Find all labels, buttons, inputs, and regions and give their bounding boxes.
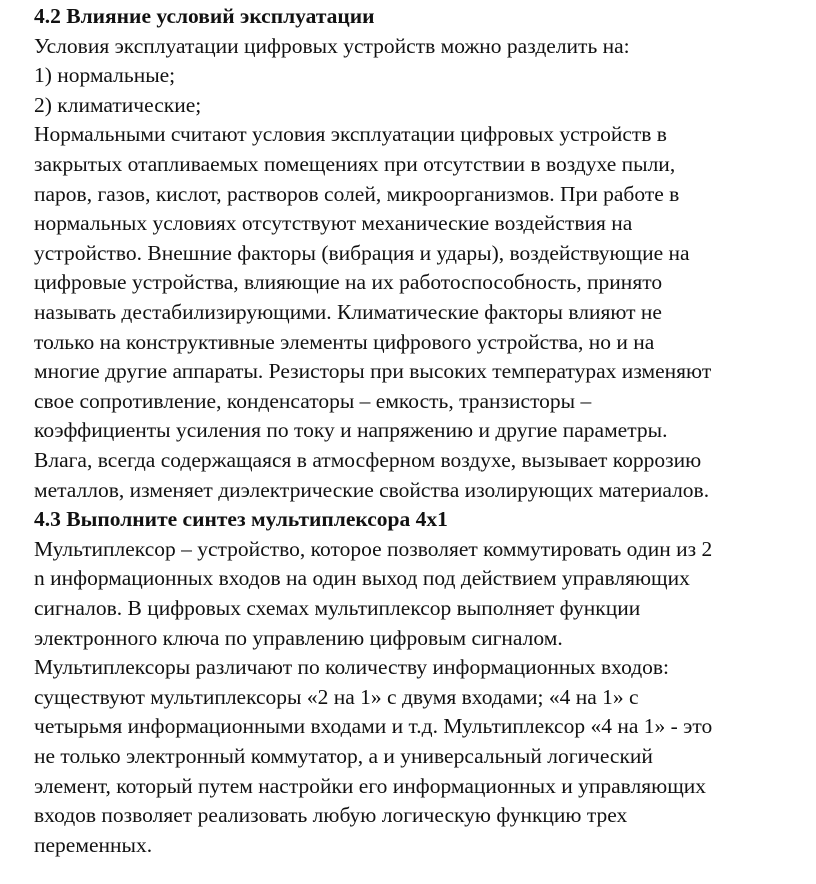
paragraph-line: Нормальными считают условия эксплуатации цифровых устройств в [34, 122, 667, 147]
paragraph-line: называть дестабилизирующими. Климатические факторы влияют не [34, 300, 662, 324]
paragraph-line: 2) климатические; [34, 92, 202, 117]
paragraph-line: закрытых отапливаемых помещениях при отсутствии в воздухе пыли, [34, 152, 676, 176]
paragraph-line: 1) нормальные; [34, 63, 176, 88]
paragraph-line: только на конструктивные элементы цифрового устройства, но и на [34, 329, 655, 354]
paragraph-line: n информационных входов на один выход под действием управляющих [34, 566, 690, 591]
paragraph-line: Мультиплексоры различают по количеству информационных входов: [34, 655, 670, 680]
paragraph-line: паров, газов, кислот, растворов солей, микроорганизмов. При работе в [34, 181, 680, 206]
paragraph-line: сигналов. В цифровых схемах мультиплексор выполняет функции [34, 596, 641, 620]
section-heading: 4.3 Выполните синтез мультиплексора 4х1 [34, 507, 448, 532]
paragraph-line: Влага, всегда содержащаяся в атмосферном воздухе, вызывает коррозию [34, 448, 702, 472]
paragraph-line: нормальных условиях отсутствуют механические воздействия на [34, 211, 633, 236]
paragraph-line: Мультиплексор – устройство, которое позволяет коммутировать один из 2 [34, 536, 713, 561]
paragraph-line: Условия эксплуатации цифровых устройств можно разделить на: [34, 33, 630, 58]
paragraph-line: цифровые устройства, влияющие на их работоспособность, принято [34, 270, 663, 295]
paragraph-line: многие другие аппараты. Резисторы при высоких температурах изменяют [34, 359, 712, 384]
paragraph-line: входов позволяет реализовать любую логическую функцию трех [34, 803, 628, 828]
paragraph-line: четырьмя информационными входами и т.д. Мультиплексор «4 на 1» - это [34, 714, 713, 739]
paragraph-line: переменных. [34, 832, 153, 857]
paragraph-line: свое сопротивление, конденсаторы – емкость, транзисторы – [34, 388, 592, 413]
paragraph-line: не только электронный коммутатор, а и универсальный логический [34, 744, 653, 768]
paragraph-line: элемент, который путем настройки его информационных и управляющих [34, 773, 707, 798]
paragraph-line: устройство. Внешние факторы (вибрация и удары), воздействующие на [34, 240, 690, 265]
paragraph-line: электронного ключа по управлению цифровым сигналом. [34, 625, 563, 650]
paragraph-line: существуют мультиплексоры «2 на 1» с двумя входами; «4 на 1» с [34, 684, 639, 709]
section-heading: 4.2 Влияние условий эксплуатации [34, 4, 375, 28]
paragraph-line: коэффициенты усиления по току и напряжению и другие параметры. [34, 418, 668, 443]
paragraph-line: металлов, изменяет диэлектрические свойства изолирующих материалов. [34, 477, 710, 502]
